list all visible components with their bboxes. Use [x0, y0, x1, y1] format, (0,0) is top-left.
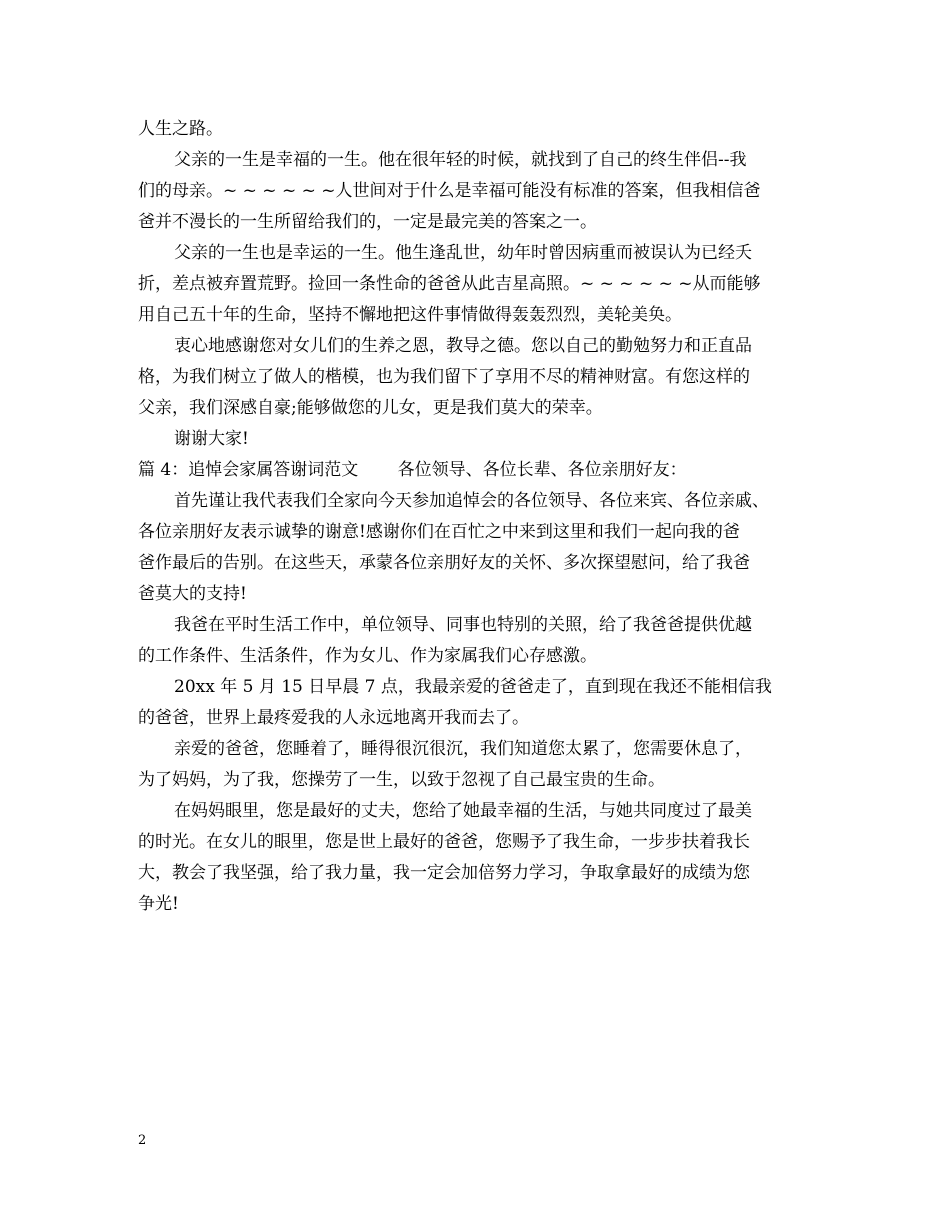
section-heading-line: 篇 4：追悼会家属答谢词范文 各位领导、各位长辈、各位亲朋好友：: [138, 460, 687, 480]
paragraph-start-line: 首先谨让我代表我们全家向今天参加追悼会的各位领导、各位来宾、各位亲戚、: [174, 491, 769, 511]
paragraph-start-line: 衷心地感谢您对女儿们的生养之恩，教导之德。您以自己的勤勉努力和正直品: [174, 336, 752, 356]
text-line: 的时光。在女儿的眼里，您是世上最好的爸爸，您赐予了我生命，一步步扶着我长: [138, 832, 750, 852]
paragraph-start-line: 父亲的一生也是幸运的一生。他生逢乱世，幼年时曾因病重而被误认为已经夭: [174, 243, 752, 263]
text-line: 的工作条件、生活条件，作为女儿、作为家属我们心存感激。: [138, 646, 597, 666]
text-line: 的爸爸，世界上最疼爱我的人永远地离开我而去了。: [138, 708, 529, 728]
text-line: 用自己五十年的生命，坚持不懈地把这件事情做得轰轰烈烈，美轮美奂。: [138, 305, 682, 325]
text-line: 爸并不漫长的一生所留给我们的，一定是最完美的答案之一。: [138, 212, 597, 232]
paragraph-start-line: 亲爱的爸爸，您睡着了，睡得很沉很沉，我们知道您太累了，您需要休息了，: [174, 739, 752, 759]
paragraph-start-line: 20xx 年 5 月 15 日早晨 7 点，我最亲爱的爸爸走了，直到现在我还不能相信我: [174, 677, 772, 697]
paragraph-start-line: 父亲的一生是幸福的一生。他在很年轻的时候，就找到了自己的终生伴侣--我: [174, 150, 747, 170]
text-line: 们的母亲。~ ~ ~ ~ ~ ~人世间对于什么是幸福可能没有标准的答案，但我相信爸: [138, 181, 761, 201]
text-line: 为了妈妈，为了我，您操劳了一生，以致于忽视了自己最宝贵的生命。: [138, 770, 665, 790]
paragraph-start-line: 我爸在平时生活工作中，单位领导、同事也特别的关照，给了我爸爸提供优越: [174, 615, 752, 635]
text-line: 格，为我们树立了做人的楷模，也为我们留下了享用不尽的精神财富。有您这样的: [138, 367, 750, 387]
document-body: [138, 114, 818, 920]
text-line: 爸莫大的支持!: [138, 584, 247, 604]
text-line: 争光!: [138, 894, 179, 914]
text-line: 人生之路。: [138, 119, 223, 139]
text-line: 大，教会了我坚强，给了我力量，我一定会加倍努力学习，争取拿最好的成绩为您: [138, 863, 750, 883]
text-line: 父亲，我们深感自豪;能够做您的儿女，更是我们莫大的荣幸。: [138, 398, 603, 418]
text-line: 各位亲朋好友表示诚挚的谢意!感谢你们在百忙之中来到这里和我们一起向我的爸: [138, 522, 740, 542]
paragraph-start-line: 在妈妈眼里，您是最好的丈夫，您给了她最幸福的生活，与她共同度过了最美: [174, 801, 752, 821]
text-line: 爸作最后的告别。在这些天，承蒙各位亲朋好友的关怀、多次探望慰问，给了我爸: [138, 553, 750, 573]
closing-thanks-line: 谢谢大家!: [174, 429, 249, 449]
text-line: 折，差点被弃置荒野。捡回一条性命的爸爸从此吉星高照。~ ~ ~ ~ ~ ~从而能够: [138, 274, 761, 294]
page-number: 2: [138, 1133, 147, 1148]
